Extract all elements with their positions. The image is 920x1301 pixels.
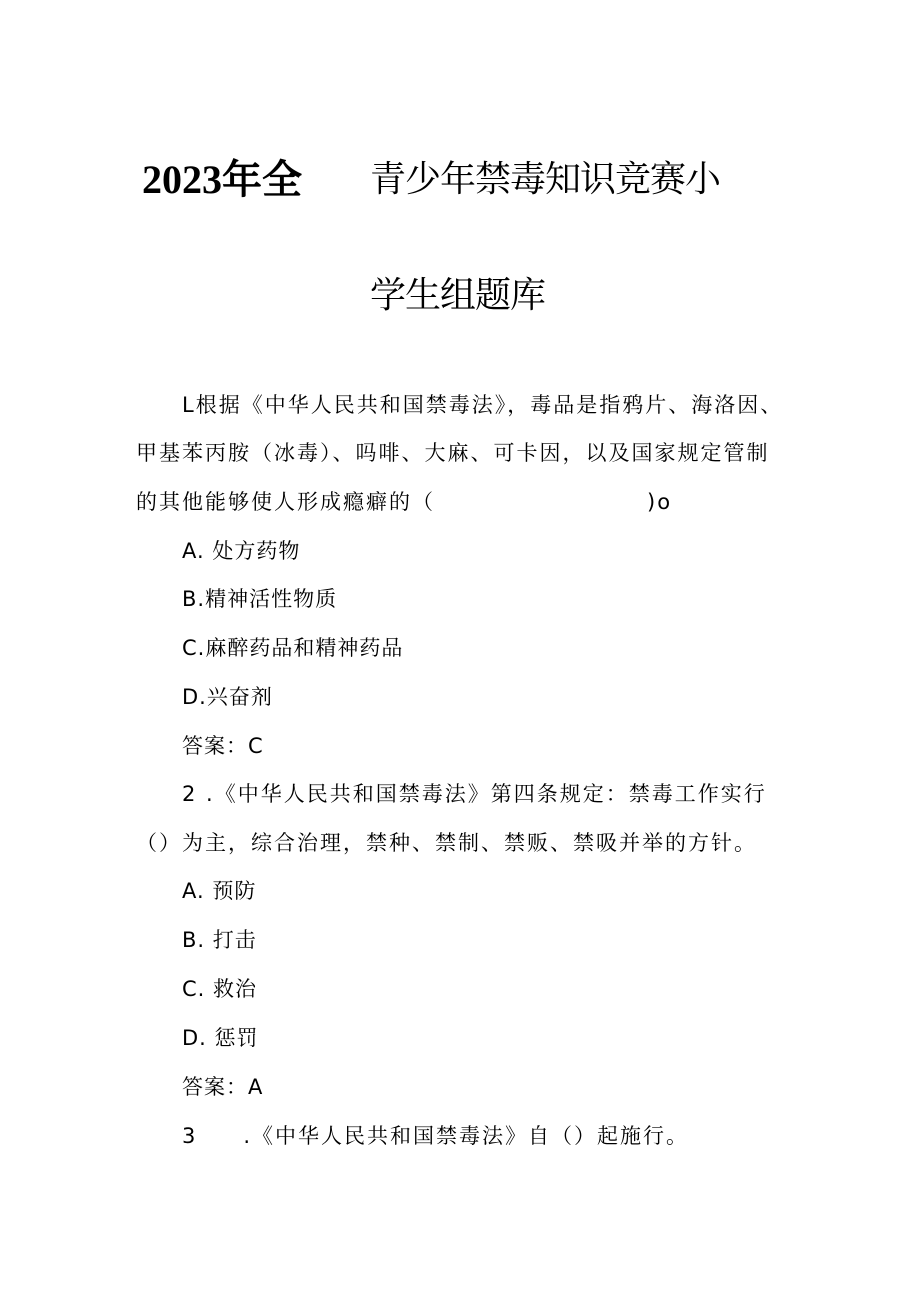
question-1-answer: 答案：C xyxy=(182,734,264,758)
question-2-line-2: （）为主，综合治理，禁种、禁制、禁贩、禁吸并举的方针。 xyxy=(136,831,757,855)
question-1-option-c: C.麻醉药品和精神药品 xyxy=(182,636,404,660)
document-title-line-2: 学生组题库 xyxy=(370,275,546,316)
question-2-answer: 答案：A xyxy=(182,1075,264,1099)
question-1-line-2: 甲基苯丙胺（冰毒）、吗啡、大麻、可卡因，以及国家规定管制 xyxy=(136,441,770,465)
question-3-line-1 xyxy=(182,1121,689,1151)
title-year-part: 2023年全 xyxy=(142,157,302,202)
question-1-option-b: B.精神活性物质 xyxy=(182,587,338,611)
question-2-option-b: B. 打击 xyxy=(182,928,257,952)
question-2-option-c: C. 救治 xyxy=(182,977,258,1001)
question-2-option-d: D. 惩罚 xyxy=(182,1026,259,1050)
question-1-option-a: A. 处方药物 xyxy=(182,539,301,563)
question-1-line-3-text: 的其他能够使人形成瘾癖的（ xyxy=(136,490,435,514)
question-1-option-d: D.兴奋剂 xyxy=(182,685,273,709)
document-title-line-1 xyxy=(0,152,920,212)
title-main-part: 青少年禁毒知识竞赛小 xyxy=(370,159,721,200)
question-1-line-3 xyxy=(136,487,672,517)
question-1-line-3-end: )o xyxy=(647,490,673,514)
question-2-option-a: A. 预防 xyxy=(182,879,257,903)
question-3-text: .《中华人民共和国禁毒法》自（）起施行。 xyxy=(243,1124,690,1148)
question-2-line-1: 2 .《中华人民共和国禁毒法》第四条规定：禁毒工作实行 xyxy=(182,782,767,806)
question-3-number: 3 xyxy=(182,1124,198,1148)
question-1-line-1: L根据《中华人民共和国禁毒法》，毒品是指鸦片、海洛因、 xyxy=(182,393,784,417)
